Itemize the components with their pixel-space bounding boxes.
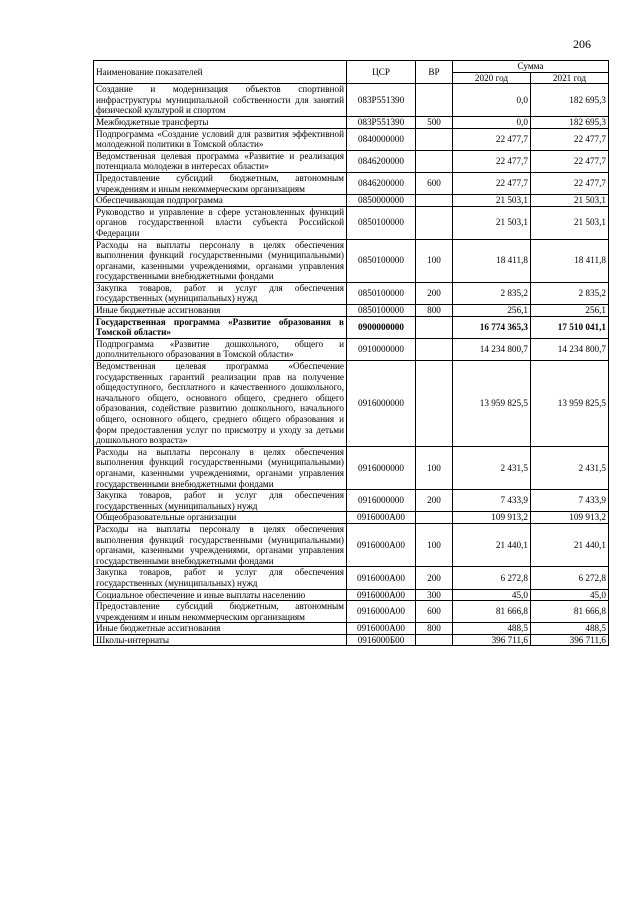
row-sum-2021: 81 666,8 bbox=[531, 601, 609, 623]
row-vr bbox=[416, 84, 453, 117]
row-name: Предоставление субсидий бюджетным, автономным учреждениям и иным некоммерческим организациям bbox=[94, 601, 347, 623]
row-vr: 300 bbox=[416, 589, 453, 601]
row-sum-2021: 21 503,1 bbox=[531, 206, 609, 239]
row-name: Расходы на выплаты персоналу в целях обеспечения выполнения функций государственными (муниципальными) органами, казенными учреждениями, органами управления государственными внебюджетными фондами bbox=[94, 523, 347, 566]
row-name: Государственная программа «Развитие образования в Томской области» bbox=[94, 316, 347, 338]
table-row bbox=[94, 589, 609, 601]
row-csr: 0846200000 bbox=[347, 150, 416, 172]
row-name: Предоставление субсидий бюджетным, автономным учреждениям и иным некоммерческим организациям bbox=[94, 172, 347, 194]
row-name: Ведомственная целевая программа «Развитие и реализация потенциала молодежи в интересах области» bbox=[94, 150, 347, 172]
row-sum-2021: 488,5 bbox=[531, 623, 609, 635]
row-csr: 0846200000 bbox=[347, 172, 416, 194]
row-vr bbox=[416, 338, 453, 360]
row-name: Расходы на выплаты персоналу в целях обеспечения выполнения функций государственными (муниципальными) органами, казенными учреждениями, органами управления государственными внебюджетными фондами bbox=[94, 446, 347, 489]
row-csr: 0916000А00 bbox=[347, 523, 416, 566]
row-sum-2020: 18 411,8 bbox=[453, 239, 531, 282]
table-row bbox=[94, 523, 609, 566]
row-vr bbox=[416, 206, 453, 239]
table-row bbox=[94, 490, 609, 512]
table-row bbox=[94, 195, 609, 207]
row-vr: 500 bbox=[416, 116, 453, 128]
table-row bbox=[94, 128, 609, 150]
row-csr: 0916000000 bbox=[347, 446, 416, 489]
row-vr: 800 bbox=[416, 623, 453, 635]
row-name: Социальное обеспечение и иные выплаты населению bbox=[94, 589, 347, 601]
row-vr: 100 bbox=[416, 523, 453, 566]
row-sum-2020: 14 234 800,7 bbox=[453, 338, 531, 360]
row-sum-2020: 13 959 825,5 bbox=[453, 361, 531, 447]
row-vr: 200 bbox=[416, 490, 453, 512]
header-name: Наименование показателей bbox=[94, 61, 347, 84]
row-name: Подпрограмма «Развитие дошкольного, общего и дополнительного образования в Томской области» bbox=[94, 338, 347, 360]
row-sum-2020: 81 666,8 bbox=[453, 601, 531, 623]
row-sum-2021: 13 959 825,5 bbox=[531, 361, 609, 447]
row-name: Закупка товаров, работ и услуг для обеспечения государственных (муниципальных) нужд bbox=[94, 490, 347, 512]
row-sum-2020: 488,5 bbox=[453, 623, 531, 635]
row-vr bbox=[416, 150, 453, 172]
row-vr: 200 bbox=[416, 567, 453, 589]
row-sum-2021: 21 440,1 bbox=[531, 523, 609, 566]
row-name: Общеобразовательные организации bbox=[94, 512, 347, 524]
row-name: Межбюджетные трансферты bbox=[94, 116, 347, 128]
table-row bbox=[94, 84, 609, 117]
row-csr: 0850100000 bbox=[347, 305, 416, 317]
row-sum-2021: 22 477,7 bbox=[531, 150, 609, 172]
row-sum-2020: 0,0 bbox=[453, 84, 531, 117]
row-sum-2021: 109 913,2 bbox=[531, 512, 609, 524]
row-sum-2020: 22 477,7 bbox=[453, 172, 531, 194]
row-csr: 0840000000 bbox=[347, 128, 416, 150]
budget-table bbox=[93, 60, 609, 646]
row-name: Руководство и управление в сфере установленных функций органов государственной власти субъекта Российской Федерации bbox=[94, 206, 347, 239]
row-sum-2020: 109 913,2 bbox=[453, 512, 531, 524]
row-name: Иные бюджетные ассигнования bbox=[94, 305, 347, 317]
row-csr: 0916000А00 bbox=[347, 601, 416, 623]
row-vr: 600 bbox=[416, 601, 453, 623]
table-row bbox=[94, 316, 609, 338]
table-row bbox=[94, 150, 609, 172]
row-name: Школы-интернаты bbox=[94, 634, 347, 646]
row-vr: 100 bbox=[416, 446, 453, 489]
row-name: Подпрограмма «Создание условий для развития эффективной молодежной политики в Томской области» bbox=[94, 128, 347, 150]
row-sum-2021: 21 503,1 bbox=[531, 195, 609, 207]
row-sum-2020: 21 503,1 bbox=[453, 206, 531, 239]
row-sum-2020: 256,1 bbox=[453, 305, 531, 317]
row-name: Создание и модернизация объектов спортивной инфраструктуры муниципальной собственности для занятий физической культурой и спортом bbox=[94, 84, 347, 117]
row-vr bbox=[416, 512, 453, 524]
table-row bbox=[94, 239, 609, 282]
row-sum-2020: 22 477,7 bbox=[453, 128, 531, 150]
table-header bbox=[94, 61, 609, 84]
row-vr bbox=[416, 634, 453, 646]
row-csr: 0916000А00 bbox=[347, 567, 416, 589]
page-number: 206 bbox=[573, 37, 591, 51]
row-sum-2020: 2 835,2 bbox=[453, 282, 531, 304]
row-sum-2020: 7 433,9 bbox=[453, 490, 531, 512]
row-sum-2021: 2 835,2 bbox=[531, 282, 609, 304]
row-sum-2021: 7 433,9 bbox=[531, 490, 609, 512]
row-vr bbox=[416, 361, 453, 447]
row-vr bbox=[416, 195, 453, 207]
table-row bbox=[94, 338, 609, 360]
row-csr: 0900000000 bbox=[347, 316, 416, 338]
row-vr: 100 bbox=[416, 239, 453, 282]
row-sum-2021: 2 431,5 bbox=[531, 446, 609, 489]
row-vr: 800 bbox=[416, 305, 453, 317]
row-sum-2021: 45,0 bbox=[531, 589, 609, 601]
row-sum-2020: 2 431,5 bbox=[453, 446, 531, 489]
row-csr: 0916000А00 bbox=[347, 623, 416, 635]
row-csr: 0916000А00 bbox=[347, 589, 416, 601]
table-row bbox=[94, 634, 609, 646]
row-sum-2021: 182 695,3 bbox=[531, 116, 609, 128]
row-sum-2021: 182 695,3 bbox=[531, 84, 609, 117]
row-vr: 600 bbox=[416, 172, 453, 194]
row-csr: 0850100000 bbox=[347, 282, 416, 304]
row-sum-2021: 6 272,8 bbox=[531, 567, 609, 589]
table-row bbox=[94, 567, 609, 589]
row-sum-2021: 18 411,8 bbox=[531, 239, 609, 282]
row-csr: 0916000Б00 bbox=[347, 634, 416, 646]
table-row bbox=[94, 282, 609, 304]
row-csr: 0850100000 bbox=[347, 239, 416, 282]
row-sum-2020: 16 774 365,3 bbox=[453, 316, 531, 338]
row-sum-2020: 21 440,1 bbox=[453, 523, 531, 566]
row-csr: 0916000000 bbox=[347, 361, 416, 447]
row-sum-2020: 22 477,7 bbox=[453, 150, 531, 172]
row-csr: 0916000А00 bbox=[347, 512, 416, 524]
table-row bbox=[94, 361, 609, 447]
row-csr: 0910000000 bbox=[347, 338, 416, 360]
row-sum-2021: 396 711,6 bbox=[531, 634, 609, 646]
row-sum-2020: 21 503,1 bbox=[453, 195, 531, 207]
table-row bbox=[94, 601, 609, 623]
row-csr: 0916000000 bbox=[347, 490, 416, 512]
row-sum-2021: 22 477,7 bbox=[531, 172, 609, 194]
table-row bbox=[94, 305, 609, 317]
row-csr: 083P551390 bbox=[347, 116, 416, 128]
row-name: Закупка товаров, работ и услуг для обеспечения государственных (муниципальных) нужд bbox=[94, 567, 347, 589]
table-row bbox=[94, 446, 609, 489]
table-row bbox=[94, 172, 609, 194]
header-sum: Сумма bbox=[453, 61, 609, 73]
header-vr: ВР bbox=[416, 61, 453, 84]
table-row bbox=[94, 623, 609, 635]
row-vr: 200 bbox=[416, 282, 453, 304]
row-sum-2020: 45,0 bbox=[453, 589, 531, 601]
row-csr: 0850000000 bbox=[347, 195, 416, 207]
row-vr bbox=[416, 128, 453, 150]
table-row bbox=[94, 206, 609, 239]
row-name: Ведомственная целевая программа «Обеспечение государственных гарантий реализации прав на получение общедоступного, бесплатного и качественного дошкольного, начального общего, основного общего, среднего общего образования, содействие развитию дошкольного, начального общего, основного общего, среднего общего образования и форм предоставления услуг по присмотру и уходу за детьми дошкольного возраста» bbox=[94, 361, 347, 447]
table-row bbox=[94, 512, 609, 524]
row-sum-2021: 22 477,7 bbox=[531, 128, 609, 150]
header-2020: 2020 год bbox=[453, 72, 531, 84]
row-name: Расходы на выплаты персоналу в целях обеспечения выполнения функций государственными (муниципальными) органами, казенными учреждениями, органами управления государственными внебюджетными фондами bbox=[94, 239, 347, 282]
row-sum-2021: 14 234 800,7 bbox=[531, 338, 609, 360]
row-sum-2021: 17 510 041,1 bbox=[531, 316, 609, 338]
row-name: Закупка товаров, работ и услуг для обеспечения государственных (муниципальных) нужд bbox=[94, 282, 347, 304]
row-name: Обеспечивающая подпрограмма bbox=[94, 195, 347, 207]
row-vr bbox=[416, 316, 453, 338]
row-name: Иные бюджетные ассигнования bbox=[94, 623, 347, 635]
row-csr: 083P551390 bbox=[347, 84, 416, 117]
row-sum-2020: 0,0 bbox=[453, 116, 531, 128]
row-sum-2020: 6 272,8 bbox=[453, 567, 531, 589]
row-csr: 0850100000 bbox=[347, 206, 416, 239]
table-body bbox=[94, 84, 609, 646]
row-sum-2021: 256,1 bbox=[531, 305, 609, 317]
header-2021: 2021 год bbox=[531, 72, 609, 84]
row-sum-2020: 396 711,6 bbox=[453, 634, 531, 646]
header-csr: ЦСР bbox=[347, 61, 416, 84]
table-row bbox=[94, 116, 609, 128]
